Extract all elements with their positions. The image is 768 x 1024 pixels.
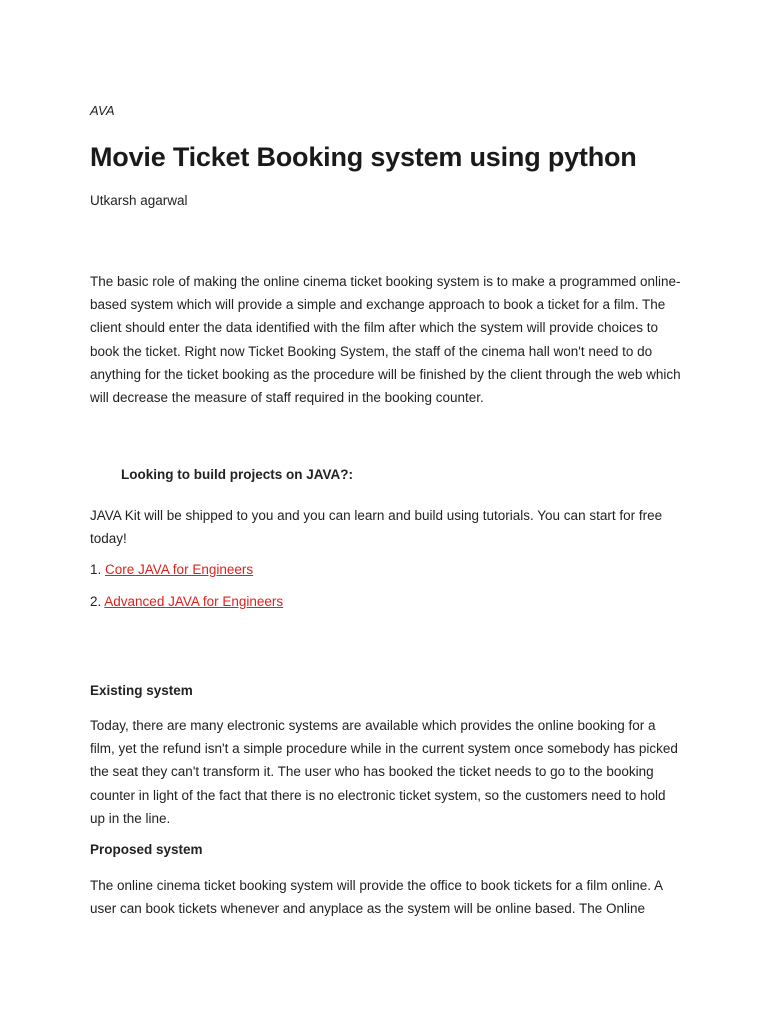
author-name: Utkarsh agarwal xyxy=(90,193,188,208)
page-title: Movie Ticket Booking system using python xyxy=(90,142,637,172)
callout-heading: Looking to build projects on JAVA?: xyxy=(121,467,353,482)
existing-system-paragraph: Today, there are many electronic systems are available which provides the online booking for a film, yet the refund isn't a simple procedure while in the current system once somebody has picked the seat they can't transform it. The user who has booked the ticket needs to go to the booking counter in light of the fact that there is no electronic ticket system, so the customers need to hold up in the line. xyxy=(90,718,678,826)
list-item xyxy=(90,594,283,609)
list-item xyxy=(90,562,253,577)
category-label: AVA xyxy=(90,103,115,118)
proposed-system-heading: Proposed system xyxy=(90,842,203,857)
advanced-java-link[interactable]: Advanced JAVA for Engineers xyxy=(104,594,284,609)
existing-system-heading: Existing system xyxy=(90,683,193,698)
core-java-link[interactable]: Core JAVA for Engineers xyxy=(105,562,254,577)
proposed-system-paragraph: The online cinema ticket booking system will provide the office to book tickets for a film online. A user can book tickets whenever and anyplace as the system will be online based. The Online xyxy=(90,878,663,917)
kit-paragraph: JAVA Kit will be shipped to you and you can learn and build using tutorials. You can start for free today! xyxy=(90,508,663,547)
list-number: 1. xyxy=(90,562,102,577)
intro-paragraph: The basic role of making the online cinema ticket booking system is to make a programmed online-based system which will provide a simple and exchange approach to book a ticket for a film. The client should enter the data identified with the film after which the system will provide choices to book the ticket. Right now Ticket Booking System, the staff of the cinema hall won't need to do anything for the ticket booking as the procedure will be finished by the client through the web which will decrease the measure of staff required in the booking counter. xyxy=(90,274,681,406)
list-number: 2. xyxy=(90,594,102,609)
